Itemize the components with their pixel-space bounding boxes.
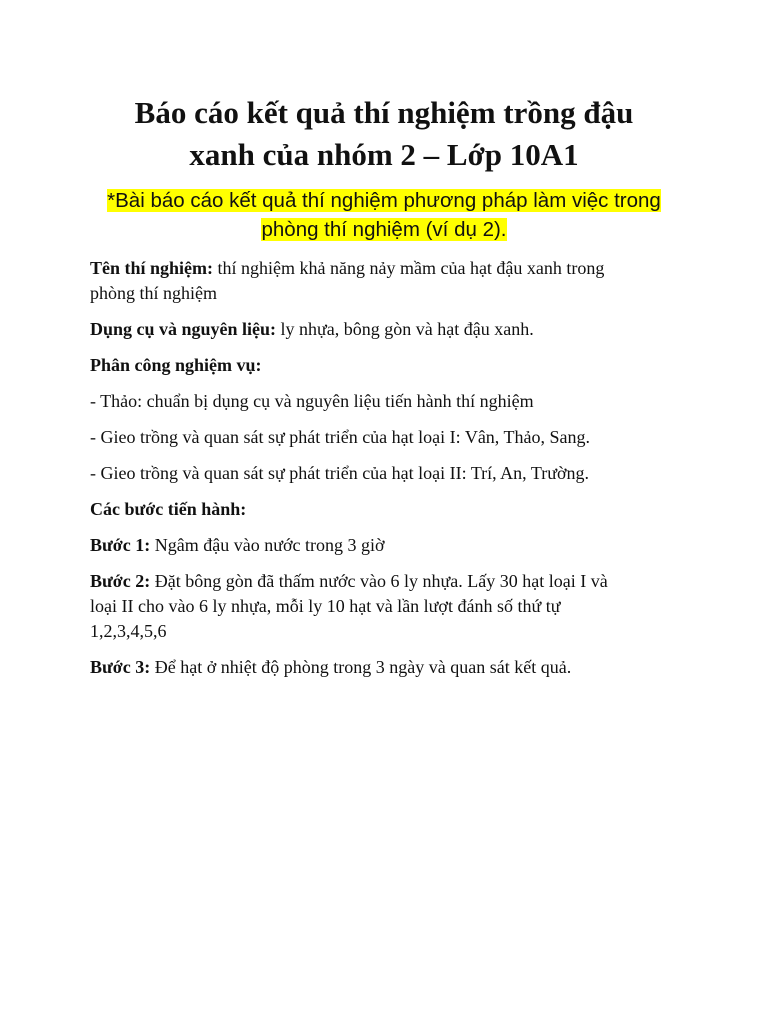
- step-2-label: Bước 2:: [90, 571, 151, 591]
- assignment-item: [90, 425, 678, 450]
- assignment-item-text: - Thảo: chuẩn bị dụng cụ và nguyên liệu tiến hành thí nghiệm: [90, 391, 534, 411]
- title-line-2: xanh của nhóm 2 – Lớp 10A1: [189, 137, 579, 172]
- step-2-text-line-2: loại II cho vào 6 ly nhựa, mỗi ly 10 hạt và lần lượt đánh số thứ tự: [90, 596, 561, 616]
- subtitle-line-1: *Bài báo cáo kết quả thí nghiệm phương pháp làm việc trong: [107, 189, 661, 212]
- materials-paragraph: [90, 317, 678, 342]
- assignment-item: [90, 461, 678, 486]
- experiment-name-label: Tên thí nghiệm:: [90, 258, 214, 278]
- step-3-paragraph: [90, 655, 678, 680]
- assignment-item-text: - Gieo trồng và quan sát sự phát triển của hạt loại II: Trí, An, Trường.: [90, 463, 589, 483]
- materials-label: Dụng cụ và nguyên liệu:: [90, 319, 277, 339]
- highlighted-subtitle: [90, 186, 678, 244]
- step-1-paragraph: [90, 533, 678, 558]
- assignment-item-text: - Gieo trồng và quan sát sự phát triển của hạt loại I: Vân, Thảo, Sang.: [90, 427, 590, 447]
- step-1-text: Ngâm đậu vào nước trong 3 giờ: [150, 535, 385, 555]
- document-title: [90, 92, 678, 176]
- step-2-paragraph: [90, 569, 678, 644]
- assignment-heading: [90, 353, 678, 378]
- materials-text: ly nhựa, bông gòn và hạt đậu xanh.: [276, 319, 534, 339]
- subtitle-line-2: phòng thí nghiệm (ví dụ 2).: [261, 218, 507, 241]
- experiment-name-text-line-2: phòng thí nghiệm: [90, 283, 217, 303]
- experiment-name-paragraph: [90, 256, 678, 306]
- step-2-text-line-1: Đặt bông gòn đã thấm nước vào 6 ly nhựa. Lấy 30 hạt loại I và: [150, 571, 608, 591]
- assignment-label: Phân công nghiệm vụ:: [90, 355, 262, 375]
- document-page: [90, 92, 678, 680]
- step-3-text: Để hạt ở nhiệt độ phòng trong 3 ngày và quan sát kết quả.: [150, 657, 572, 677]
- step-2-text-line-3: 1,2,3,4,5,6: [90, 621, 167, 641]
- steps-label: Các bước tiến hành:: [90, 499, 247, 519]
- steps-heading: [90, 497, 678, 522]
- experiment-name-text-line-1: thí nghiệm khả năng nảy mầm của hạt đậu xanh trong: [213, 258, 605, 278]
- step-1-label: Bước 1:: [90, 535, 151, 555]
- step-3-label: Bước 3:: [90, 657, 151, 677]
- assignment-item: [90, 389, 678, 414]
- title-line-1: Báo cáo kết quả thí nghiệm trồng đậu: [134, 95, 634, 130]
